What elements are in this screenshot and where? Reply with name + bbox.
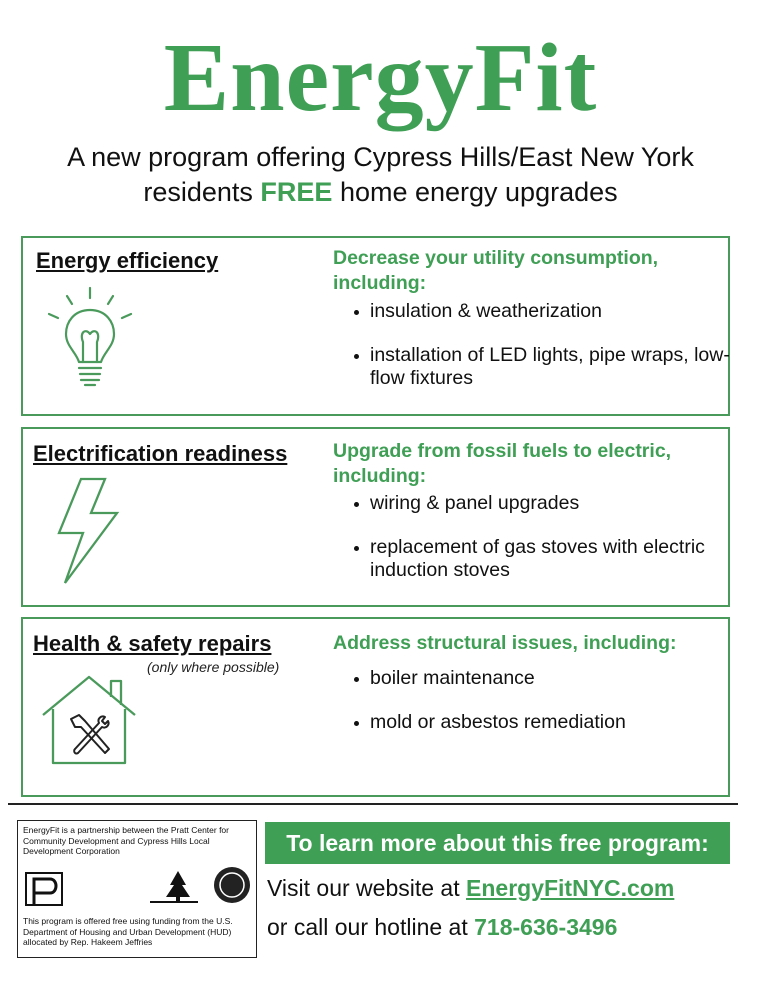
- hotline-prefix: or call our hotline at: [267, 914, 475, 940]
- subtitle-prefix: residents: [143, 177, 261, 207]
- section-electrification-readiness: [21, 427, 730, 607]
- section-heading: Decrease your utility consumption, including:: [333, 247, 659, 294]
- subtitle-suffix: home energy upgrades: [332, 177, 618, 207]
- subtitle-highlight: FREE: [260, 177, 333, 207]
- section-list: [353, 492, 733, 603]
- cta-banner: To learn more about this free program:: [265, 822, 730, 864]
- pratt-center-logo: [24, 871, 64, 907]
- list-item: wiring & panel upgrades: [353, 492, 733, 515]
- hotline-number[interactable]: 718-636-3496: [474, 914, 618, 940]
- website-prefix: Visit our website at: [267, 875, 467, 901]
- hotline-line: [267, 914, 617, 941]
- subtitle: [0, 140, 761, 210]
- section-energy-efficiency: [21, 236, 730, 416]
- website-line: [267, 875, 674, 902]
- section-title: Energy efficiency: [36, 248, 219, 273]
- section-list: [353, 667, 733, 755]
- cypress-hills-logo: [148, 867, 200, 909]
- house-tools-icon: [39, 671, 139, 767]
- list-item: installation of LED lights, pipe wraps, low-flow fixtures: [353, 344, 733, 390]
- list-item: replacement of gas stoves with electric induction stoves: [353, 536, 733, 582]
- section-title: Health & safety repairs: [33, 631, 272, 656]
- funding-text: This program is offered free using funding from the U.S. Department of Housing and Urban Development (HUD) allocated by Rep. Hakeem Jeffries: [23, 916, 233, 947]
- divider: [8, 803, 738, 805]
- website-link[interactable]: EnergyFitNYC.com: [466, 875, 675, 901]
- section-title: Electrification readiness: [33, 441, 288, 466]
- subtitle-line-1: A new program offering Cypress Hills/East New York: [67, 142, 694, 172]
- list-item: boiler maintenance: [353, 667, 733, 690]
- list-item: mold or asbestos remediation: [353, 711, 733, 734]
- ucc-seal-logo: [212, 865, 252, 905]
- section-heading: Upgrade from fossil fuels to electric, including:: [333, 440, 672, 487]
- partnership-box: [17, 820, 257, 958]
- section-list: [353, 300, 733, 411]
- subtitle-line-2: [0, 175, 761, 210]
- section-heading: Address structural issues, including:: [333, 632, 677, 654]
- list-item: insulation & weatherization: [353, 300, 733, 323]
- section-note: (only where possible): [147, 659, 280, 675]
- section-health-safety: [21, 617, 730, 797]
- page-title: EnergyFit: [163, 24, 598, 132]
- lightbulb-icon: [41, 282, 139, 392]
- lightning-bolt-icon: [53, 475, 123, 587]
- partnership-text: EnergyFit is a partnership between the Pratt Center for Community Development and Cypress Hills Local Development Corporation: [23, 825, 229, 856]
